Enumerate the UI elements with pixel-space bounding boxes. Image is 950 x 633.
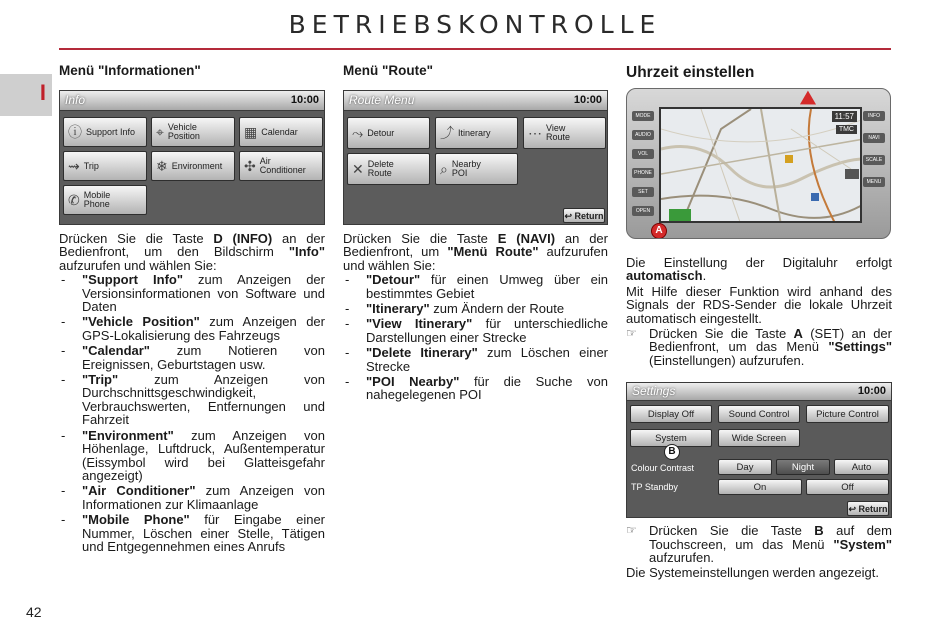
list-item: - "Calendar" zum Notieren von Ereignissen, Geburtstagen usw.: [59, 344, 325, 371]
unit-mode-button[interactable]: MODE: [632, 111, 654, 121]
info-trip-button[interactable]: [63, 151, 147, 181]
unit-menu-button[interactable]: MENU: [863, 177, 885, 187]
callout-b: B: [664, 444, 680, 460]
info-vehicle-position-button[interactable]: [151, 117, 235, 147]
tp-standby-label: TP Standby: [631, 482, 678, 493]
route-section: [343, 60, 608, 404]
route-intro: Drücken Sie die Taste E (NAVI) an der Bedienfront, um "Menü Route" aufzurufen und wählen Sie:: [343, 231, 608, 273]
info-calendar-button[interactable]: [239, 117, 323, 147]
info-intro: Drücken Sie die Taste D (INFO) an der Bedienfront, um den Bildschirm "Info" aufzurufen und wählen Sie:: [59, 231, 325, 273]
route-screen: [343, 90, 608, 225]
route-screen-time: 10:00: [573, 94, 602, 106]
sound-control-button[interactable]: Sound Control: [718, 405, 800, 423]
night-button[interactable]: Night: [776, 459, 830, 475]
list-item: - "Vehicle Position" zum Anzeigen der GPS-Lokalisierung des Fahrzeugs: [59, 315, 325, 342]
list-item: - "Itinerary" zum Ändern der Route: [343, 302, 608, 315]
button-label: Itinerary: [458, 127, 491, 138]
route-view-route-button[interactable]: [523, 117, 606, 149]
clock-step-1: [626, 327, 892, 367]
info-mobile-phone-button[interactable]: [63, 185, 147, 215]
route-delete-route-button[interactable]: [347, 153, 430, 185]
calendar-icon: ▦: [244, 123, 258, 140]
clock-para-rds: Mit Hilfe dieser Funktion wird anhand des Signals der RDS-Sender die lokale Uhrzeit automatisch eingestellt.: [626, 283, 892, 326]
colour-contrast-label: Colour Contrast: [631, 463, 695, 474]
step-system-button: ☞ Drücken Sie die Taste B auf dem Touchscreen, um das Menü "System" aufzurufen.: [626, 523, 892, 566]
info-environment-button[interactable]: [151, 151, 235, 181]
info-screen-name: Info: [65, 93, 86, 107]
route-detour-button[interactable]: [347, 117, 430, 149]
info-list: [59, 273, 325, 553]
button-label: Delete Route: [367, 159, 394, 178]
map-graphic: [661, 109, 862, 223]
settings-screen: [626, 382, 892, 518]
info-screen-titlebar: [60, 91, 324, 111]
unit-audio-button[interactable]: AUDIO: [632, 130, 654, 140]
tp-on-button[interactable]: On: [718, 479, 802, 495]
info-screen: [59, 90, 325, 225]
chapter-number: I: [39, 80, 46, 105]
environment-icon: ❄: [156, 157, 168, 174]
clock-para-automatic: Die Einstellung der Digitaluhr erfolgt automatisch.: [626, 255, 892, 284]
wide-screen-button[interactable]: Wide Screen: [718, 429, 800, 447]
fan-icon: ✣: [244, 157, 256, 174]
settings-return-label: Return: [858, 504, 888, 515]
display-off-button[interactable]: Display Off: [630, 405, 712, 423]
auto-button[interactable]: Auto: [834, 459, 889, 475]
route-heading: Menü "Route": [343, 63, 434, 78]
settings-screen-name: Settings: [632, 384, 676, 399]
view-route-icon: ⋯: [528, 124, 542, 141]
info-heading: Menü "Informationen": [59, 63, 201, 78]
detour-icon: ⤳: [352, 124, 364, 141]
unit-open-button[interactable]: OPEN: [632, 206, 654, 216]
button-label: Environment: [171, 160, 223, 171]
button-label: Support Info: [86, 126, 136, 137]
return-arrow-icon: ↩: [564, 211, 573, 221]
button-label: Vehicle Position: [167, 122, 200, 141]
car-position-icon: ⌖: [156, 123, 164, 140]
button-label: Air Conditioner: [259, 156, 306, 175]
unit-scale-button[interactable]: SCALE: [863, 155, 885, 165]
unit-navi-button[interactable]: NAVI: [863, 133, 885, 143]
route-itinerary-button[interactable]: [435, 117, 518, 149]
picture-control-button[interactable]: Picture Control: [806, 405, 889, 423]
map-clock: 11:57: [832, 111, 857, 122]
navigation-unit: [626, 88, 891, 239]
settings-return-button[interactable]: [847, 501, 889, 516]
unit-set-button[interactable]: SET: [632, 187, 654, 197]
step-set-button: ☞ Drücken Sie die Taste A (SET) an der Bedienfront, um das Menü "Settings" (Einstellungen) aufzurufen.: [626, 326, 892, 368]
route-list: [343, 273, 608, 402]
chapter-tab: [0, 74, 52, 116]
route-screen-name: Route Menu: [349, 93, 415, 107]
list-item: - "Air Conditioner" zum Anzeigen von Informationen zur Klimaanlage: [59, 484, 325, 511]
navigation-map-screen: [659, 107, 862, 223]
delete-itinerary-icon: ✕: [352, 160, 364, 177]
clock-heading: Uhrzeit einstellen: [626, 64, 755, 81]
button-label: Trip: [83, 160, 99, 171]
list-item: - "View Itinerary" für unterschiedliche Darstellungen einer Strecke: [343, 317, 608, 344]
tp-off-button[interactable]: Off: [806, 479, 889, 495]
list-item: - "Trip" zum Anzeigen von Durchschnittsgeschwindigkeit, Verbrauchswerten, Entfernungen und Fahrzeit: [59, 373, 325, 427]
itinerary-icon: ⤴: [440, 124, 454, 141]
unit-phone-button[interactable]: PHONE: [632, 168, 654, 178]
settings-screen-titlebar: [627, 383, 891, 401]
list-item: - "Support Info" zum Anzeigen der Versionsinformationen von Software und Daten: [59, 273, 325, 313]
settings-screen-time: 10:00: [857, 385, 886, 398]
list-item: - "Mobile Phone" für Eingabe einer Nummer, Löschen einer Stelle, Tätigen und Entgegennehmen eines Anrufs: [59, 513, 325, 553]
nearby-poi-icon: ⌕: [440, 160, 448, 177]
route-nearby-poi-button[interactable]: [435, 153, 518, 185]
button-label: Calendar: [261, 126, 298, 137]
info-screen-time: 10:00: [290, 94, 319, 106]
button-label: Nearby POI: [451, 159, 481, 178]
button-label: Mobile Phone: [83, 190, 111, 209]
clock-step-2: [626, 524, 892, 564]
pointing-hand-icon: ☞: [626, 326, 637, 341]
list-item: - "POI Nearby" für die Suche von nahegelegenen POI: [343, 375, 608, 402]
route-screen-titlebar: [344, 91, 607, 111]
page-title: BETRIEBSKONTROLLE: [288, 10, 662, 39]
list-item: - "Detour" für einen Umweg über ein bestimmtes Gebiet: [343, 273, 608, 300]
trip-icon: ⇝: [68, 157, 80, 174]
route-return-label: Return: [574, 211, 604, 221]
callout-a: A: [651, 223, 667, 239]
info-icon: ⓘ: [68, 123, 82, 140]
return-arrow-icon: ↩: [848, 504, 857, 515]
info-air-conditioner-button[interactable]: [239, 151, 323, 181]
info-section: [59, 60, 325, 555]
title-rule: [59, 48, 891, 50]
button-label: Detour: [367, 127, 395, 138]
info-support-info-button[interactable]: [63, 117, 147, 147]
clock-section: [626, 60, 892, 580]
button-label: View Route: [546, 123, 571, 142]
list-item: - "Delete Itinerary" zum Löschen einer Strecke: [343, 346, 608, 373]
unit-vol-button[interactable]: VOL: [632, 149, 654, 159]
phone-icon: ✆: [68, 191, 80, 208]
clock-para-system: Die Systemeinstellungen werden angezeigt.: [626, 565, 879, 581]
map-tmc-badge: TMC: [836, 125, 857, 134]
page-number: 42: [26, 604, 42, 620]
day-button[interactable]: Day: [718, 459, 772, 475]
route-return-button[interactable]: [563, 208, 605, 223]
unit-info-button[interactable]: INFO: [863, 111, 885, 121]
system-button[interactable]: System: [630, 429, 712, 447]
pointing-hand-icon: ☞: [626, 523, 637, 538]
list-item: - "Environment" zum Anzeigen von Höhenlage, Luftdruck, Außentemperatur (Eissymbol wird bei Glatteisgefahr angezeigt): [59, 429, 325, 483]
